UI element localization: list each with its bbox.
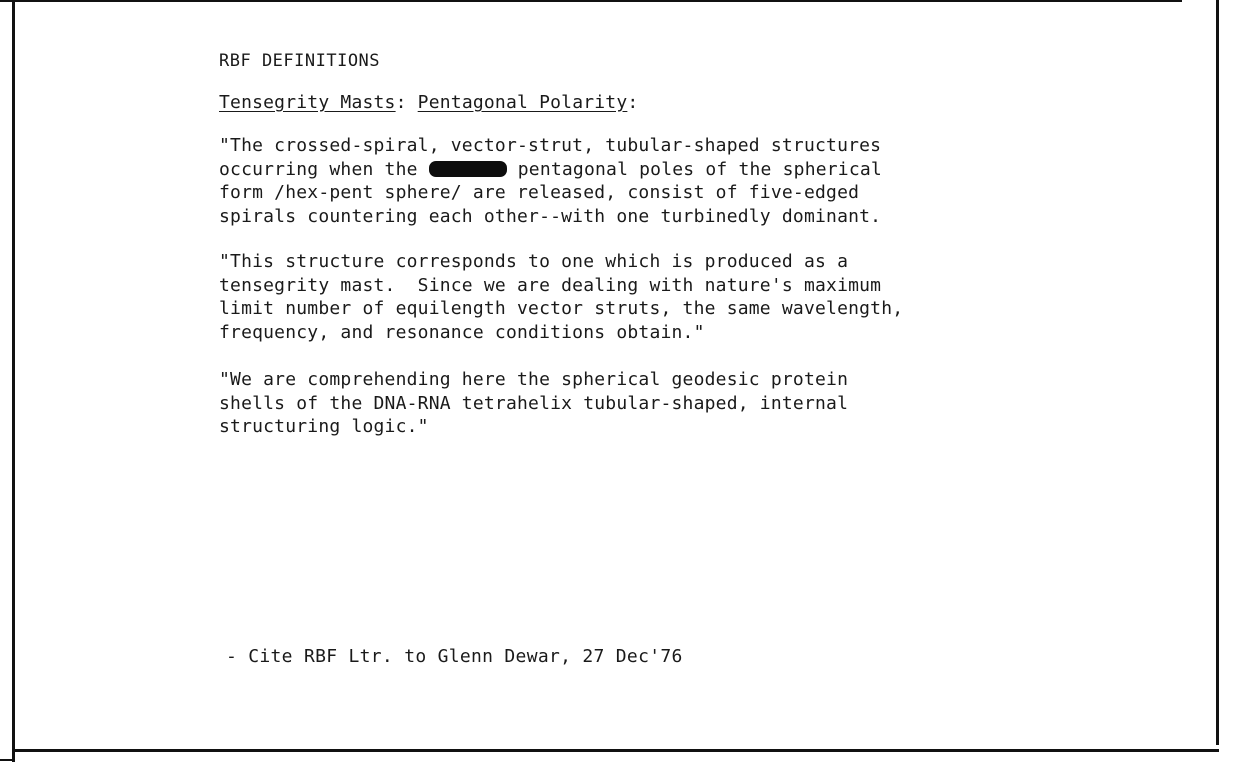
paragraph-line: shells of the DNA-RNA tetrahelix tubular-shaped, internal [219, 392, 849, 414]
paragraph-line: spirals countering each other--with one turbinedly dominant. [219, 205, 882, 227]
document-body [219, 50, 1159, 439]
term-line [219, 91, 1159, 115]
card-border-bottom [12, 749, 1219, 752]
paragraph-line: occurring when the [219, 158, 429, 180]
card-border-left [12, 0, 15, 762]
term-separator: : [395, 92, 418, 113]
paragraph-line: pentagonal poles of the spherical [506, 158, 882, 180]
paragraph-line: tensegrity mast. Since we are dealing with nature's maximum [219, 274, 882, 296]
paragraph-line: "The crossed-spiral, vector-strut, tubular-shaped structures [219, 135, 882, 156]
quote-paragraph-1 [219, 134, 1159, 228]
paragraph-line: "We are comprehending here the spherical geodesic protein [219, 369, 849, 390]
paragraph-line: form /hex-pent sphere/ are released, consist of five-edged [219, 182, 860, 203]
card-border-corner [0, 759, 15, 761]
paragraph-line: structuring logic." [219, 416, 429, 437]
card-border-right [1216, 0, 1219, 745]
quote-paragraph-2 [219, 250, 1159, 344]
paragraph-line: frequency, and resonance conditions obtain." [219, 321, 705, 343]
redaction-mark [429, 161, 507, 177]
subterm-title: Pentagonal Polarity [417, 92, 628, 113]
paragraph-line: "This structure corresponds to one which is produced as a [219, 251, 849, 272]
term-title: Tensegrity Masts [219, 92, 396, 113]
citation: - Cite RBF Ltr. to Glenn Dewar, 27 Dec'76 [226, 646, 683, 667]
paragraph-line: limit number of equilength vector struts, the same wavelength, [219, 298, 904, 319]
quote-paragraph-3 [219, 368, 1159, 439]
subterm-separator: : [627, 92, 639, 113]
document-heading: RBF DEFINITIONS [219, 51, 381, 71]
card-border-top [0, 0, 1182, 2]
